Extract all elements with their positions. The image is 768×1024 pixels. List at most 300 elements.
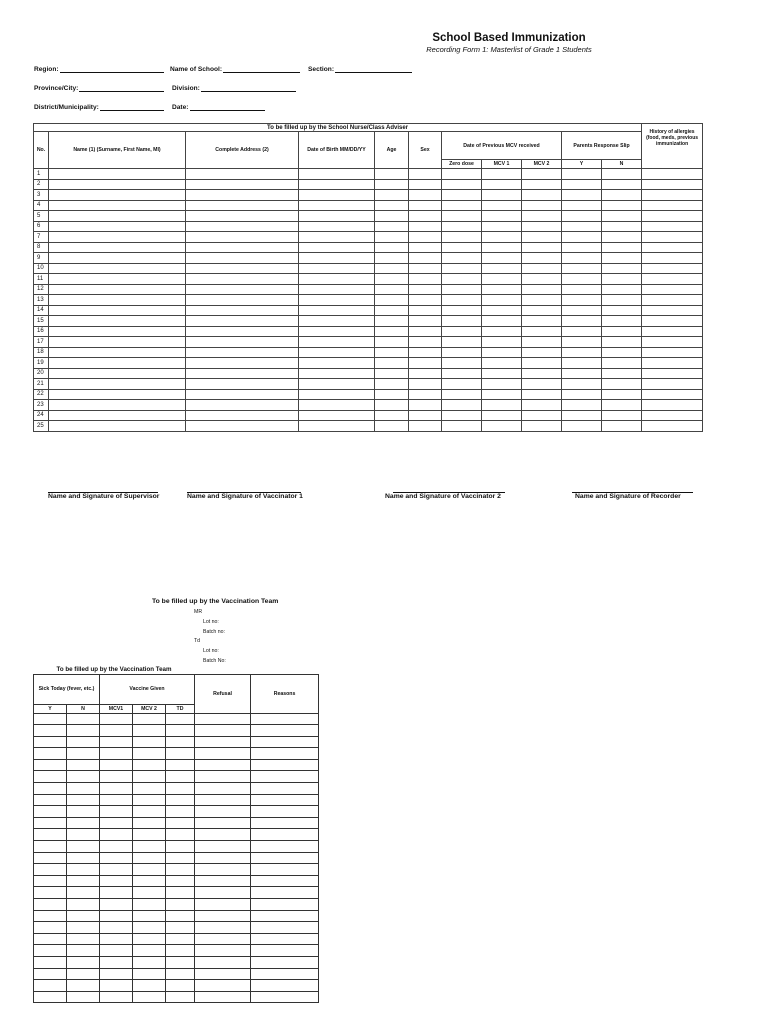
entry-cell[interactable]: [67, 736, 100, 748]
entry-cell[interactable]: [67, 771, 100, 783]
entry-cell[interactable]: [562, 253, 602, 264]
entry-cell[interactable]: [34, 956, 67, 968]
entry-cell[interactable]: [602, 337, 642, 348]
entry-cell[interactable]: [522, 221, 562, 232]
entry-cell[interactable]: [195, 771, 251, 783]
entry-cell[interactable]: [642, 337, 703, 348]
entry-cell[interactable]: [522, 253, 562, 264]
entry-cell[interactable]: [67, 783, 100, 795]
entry-cell[interactable]: [49, 326, 186, 337]
vaccinator2-signature[interactable]: [385, 493, 501, 500]
entry-cell[interactable]: [186, 242, 299, 253]
entry-cell[interactable]: [251, 933, 319, 945]
entry-cell[interactable]: [375, 253, 409, 264]
entry-cell[interactable]: [133, 910, 166, 922]
entry-cell[interactable]: [442, 410, 482, 421]
entry-cell[interactable]: [195, 899, 251, 911]
entry-cell[interactable]: [166, 933, 195, 945]
entry-cell[interactable]: [67, 956, 100, 968]
entry-cell[interactable]: [195, 968, 251, 980]
entry-cell[interactable]: [186, 305, 299, 316]
entry-cell[interactable]: [186, 316, 299, 327]
entry-cell[interactable]: [34, 980, 67, 992]
entry-cell[interactable]: [562, 190, 602, 201]
entry-cell[interactable]: [482, 232, 522, 243]
entry-cell[interactable]: [442, 211, 482, 222]
entry-cell[interactable]: [34, 771, 67, 783]
entry-cell[interactable]: [375, 295, 409, 306]
entry-cell[interactable]: [100, 713, 133, 725]
entry-cell[interactable]: [186, 421, 299, 432]
entry-cell[interactable]: [602, 232, 642, 243]
entry-cell[interactable]: [195, 945, 251, 957]
entry-cell[interactable]: [100, 899, 133, 911]
entry-cell[interactable]: [442, 232, 482, 243]
entry-cell[interactable]: [186, 179, 299, 190]
entry-cell[interactable]: [375, 211, 409, 222]
entry-cell[interactable]: [67, 887, 100, 899]
entry-cell[interactable]: [251, 771, 319, 783]
entry-cell[interactable]: [100, 910, 133, 922]
entry-cell[interactable]: [186, 284, 299, 295]
entry-cell[interactable]: [409, 400, 442, 411]
entry-cell[interactable]: [299, 221, 375, 232]
entry-cell[interactable]: [34, 713, 67, 725]
entry-cell[interactable]: [67, 980, 100, 992]
entry-cell[interactable]: [251, 806, 319, 818]
entry-cell[interactable]: [251, 968, 319, 980]
entry-cell[interactable]: [522, 410, 562, 421]
entry-cell[interactable]: [375, 326, 409, 337]
entry-cell[interactable]: [195, 725, 251, 737]
entry-cell[interactable]: [562, 368, 602, 379]
entry-cell[interactable]: [482, 326, 522, 337]
entry-cell[interactable]: [34, 887, 67, 899]
entry-cell[interactable]: [166, 852, 195, 864]
entry-cell[interactable]: [642, 305, 703, 316]
entry-cell[interactable]: [67, 910, 100, 922]
entry-cell[interactable]: [522, 200, 562, 211]
region-field[interactable]: [34, 65, 164, 73]
entry-cell[interactable]: [642, 253, 703, 264]
entry-cell[interactable]: [166, 875, 195, 887]
entry-cell[interactable]: [195, 910, 251, 922]
entry-cell[interactable]: [482, 169, 522, 180]
entry-cell[interactable]: [251, 736, 319, 748]
entry-cell[interactable]: [409, 316, 442, 327]
entry-cell[interactable]: [642, 263, 703, 274]
entry-cell[interactable]: [375, 410, 409, 421]
entry-cell[interactable]: [251, 713, 319, 725]
entry-cell[interactable]: [442, 347, 482, 358]
entry-cell[interactable]: [482, 253, 522, 264]
entry-cell[interactable]: [166, 980, 195, 992]
entry-cell[interactable]: [375, 347, 409, 358]
entry-cell[interactable]: [602, 211, 642, 222]
entry-cell[interactable]: [482, 200, 522, 211]
entry-cell[interactable]: [602, 389, 642, 400]
entry-cell[interactable]: [299, 179, 375, 190]
entry-cell[interactable]: [482, 263, 522, 274]
entry-cell[interactable]: [299, 284, 375, 295]
district-field[interactable]: [34, 103, 164, 111]
entry-cell[interactable]: [100, 875, 133, 887]
entry-cell[interactable]: [49, 421, 186, 432]
entry-cell[interactable]: [482, 347, 522, 358]
entry-cell[interactable]: [166, 713, 195, 725]
entry-cell[interactable]: [482, 368, 522, 379]
entry-cell[interactable]: [34, 933, 67, 945]
entry-cell[interactable]: [642, 358, 703, 369]
entry-cell[interactable]: [251, 910, 319, 922]
entry-cell[interactable]: [166, 817, 195, 829]
entry-cell[interactable]: [442, 337, 482, 348]
entry-cell[interactable]: [602, 253, 642, 264]
entry-cell[interactable]: [49, 274, 186, 285]
entry-cell[interactable]: [299, 274, 375, 285]
entry-cell[interactable]: [34, 759, 67, 771]
entry-cell[interactable]: [482, 358, 522, 369]
entry-cell[interactable]: [299, 379, 375, 390]
entry-cell[interactable]: [409, 242, 442, 253]
entry-cell[interactable]: [602, 305, 642, 316]
entry-cell[interactable]: [482, 274, 522, 285]
entry-cell[interactable]: [562, 305, 602, 316]
entry-cell[interactable]: [482, 221, 522, 232]
entry-cell[interactable]: [299, 211, 375, 222]
entry-cell[interactable]: [186, 190, 299, 201]
entry-cell[interactable]: [409, 190, 442, 201]
section-field[interactable]: [308, 65, 412, 73]
entry-cell[interactable]: [49, 295, 186, 306]
entry-cell[interactable]: [375, 389, 409, 400]
entry-cell[interactable]: [186, 295, 299, 306]
entry-cell[interactable]: [442, 326, 482, 337]
entry-cell[interactable]: [166, 748, 195, 760]
entry-cell[interactable]: [166, 922, 195, 934]
entry-cell[interactable]: [299, 358, 375, 369]
entry-cell[interactable]: [375, 305, 409, 316]
entry-cell[interactable]: [34, 968, 67, 980]
entry-cell[interactable]: [522, 274, 562, 285]
entry-cell[interactable]: [49, 232, 186, 243]
entry-cell[interactable]: [442, 263, 482, 274]
entry-cell[interactable]: [133, 887, 166, 899]
entry-cell[interactable]: [49, 347, 186, 358]
entry-cell[interactable]: [602, 242, 642, 253]
entry-cell[interactable]: [522, 263, 562, 274]
entry-cell[interactable]: [186, 221, 299, 232]
entry-cell[interactable]: [166, 887, 195, 899]
entry-cell[interactable]: [195, 852, 251, 864]
entry-cell[interactable]: [602, 274, 642, 285]
entry-cell[interactable]: [67, 852, 100, 864]
entry-cell[interactable]: [299, 347, 375, 358]
supervisor-signature[interactable]: [48, 493, 159, 500]
entry-cell[interactable]: [100, 968, 133, 980]
entry-cell[interactable]: [562, 389, 602, 400]
entry-cell[interactable]: [186, 200, 299, 211]
entry-cell[interactable]: [642, 242, 703, 253]
entry-cell[interactable]: [251, 759, 319, 771]
entry-cell[interactable]: [49, 242, 186, 253]
entry-cell[interactable]: [166, 991, 195, 1003]
entry-cell[interactable]: [166, 794, 195, 806]
entry-cell[interactable]: [49, 389, 186, 400]
entry-cell[interactable]: [522, 379, 562, 390]
entry-cell[interactable]: [100, 887, 133, 899]
entry-cell[interactable]: [642, 179, 703, 190]
entry-cell[interactable]: [49, 400, 186, 411]
entry-cell[interactable]: [49, 253, 186, 264]
entry-cell[interactable]: [34, 899, 67, 911]
entry-cell[interactable]: [442, 221, 482, 232]
entry-cell[interactable]: [100, 864, 133, 876]
entry-cell[interactable]: [562, 169, 602, 180]
entry-cell[interactable]: [195, 736, 251, 748]
entry-cell[interactable]: [442, 200, 482, 211]
entry-cell[interactable]: [251, 991, 319, 1003]
entry-cell[interactable]: [195, 713, 251, 725]
entry-cell[interactable]: [375, 337, 409, 348]
entry-cell[interactable]: [133, 736, 166, 748]
entry-cell[interactable]: [100, 817, 133, 829]
entry-cell[interactable]: [602, 347, 642, 358]
entry-cell[interactable]: [375, 358, 409, 369]
entry-cell[interactable]: [409, 232, 442, 243]
entry-cell[interactable]: [409, 284, 442, 295]
entry-cell[interactable]: [67, 841, 100, 853]
entry-cell[interactable]: [251, 725, 319, 737]
entry-cell[interactable]: [562, 200, 602, 211]
entry-cell[interactable]: [522, 326, 562, 337]
entry-cell[interactable]: [34, 736, 67, 748]
entry-cell[interactable]: [195, 933, 251, 945]
entry-cell[interactable]: [375, 232, 409, 243]
entry-cell[interactable]: [562, 337, 602, 348]
entry-cell[interactable]: [299, 295, 375, 306]
entry-cell[interactable]: [166, 736, 195, 748]
entry-cell[interactable]: [375, 242, 409, 253]
entry-cell[interactable]: [409, 295, 442, 306]
entry-cell[interactable]: [602, 179, 642, 190]
entry-cell[interactable]: [195, 875, 251, 887]
entry-cell[interactable]: [562, 221, 602, 232]
entry-cell[interactable]: [409, 211, 442, 222]
entry-cell[interactable]: [299, 200, 375, 211]
entry-cell[interactable]: [562, 316, 602, 327]
entry-cell[interactable]: [166, 968, 195, 980]
entry-cell[interactable]: [195, 794, 251, 806]
entry-cell[interactable]: [299, 232, 375, 243]
entry-cell[interactable]: [67, 968, 100, 980]
entry-cell[interactable]: [34, 841, 67, 853]
entry-cell[interactable]: [100, 725, 133, 737]
entry-cell[interactable]: [602, 326, 642, 337]
entry-cell[interactable]: [482, 389, 522, 400]
entry-cell[interactable]: [133, 841, 166, 853]
date-field[interactable]: [172, 103, 265, 111]
entry-cell[interactable]: [251, 945, 319, 957]
entry-cell[interactable]: [299, 326, 375, 337]
entry-cell[interactable]: [562, 421, 602, 432]
entry-cell[interactable]: [133, 806, 166, 818]
entry-cell[interactable]: [602, 400, 642, 411]
entry-cell[interactable]: [100, 980, 133, 992]
entry-cell[interactable]: [409, 389, 442, 400]
entry-cell[interactable]: [251, 783, 319, 795]
entry-cell[interactable]: [375, 400, 409, 411]
entry-cell[interactable]: [67, 817, 100, 829]
entry-cell[interactable]: [133, 725, 166, 737]
entry-cell[interactable]: [642, 389, 703, 400]
entry-cell[interactable]: [186, 347, 299, 358]
entry-cell[interactable]: [195, 841, 251, 853]
entry-cell[interactable]: [375, 190, 409, 201]
entry-cell[interactable]: [442, 169, 482, 180]
entry-cell[interactable]: [299, 389, 375, 400]
entry-cell[interactable]: [100, 933, 133, 945]
entry-cell[interactable]: [34, 817, 67, 829]
entry-cell[interactable]: [375, 263, 409, 274]
entry-cell[interactable]: [375, 179, 409, 190]
entry-cell[interactable]: [251, 841, 319, 853]
entry-cell[interactable]: [67, 759, 100, 771]
entry-cell[interactable]: [133, 817, 166, 829]
entry-cell[interactable]: [299, 410, 375, 421]
entry-cell[interactable]: [642, 169, 703, 180]
entry-cell[interactable]: [251, 980, 319, 992]
entry-cell[interactable]: [409, 305, 442, 316]
entry-cell[interactable]: [409, 200, 442, 211]
entry-cell[interactable]: [642, 190, 703, 201]
entry-cell[interactable]: [100, 748, 133, 760]
entry-cell[interactable]: [133, 748, 166, 760]
entry-cell[interactable]: [186, 400, 299, 411]
entry-cell[interactable]: [251, 748, 319, 760]
entry-cell[interactable]: [482, 305, 522, 316]
entry-cell[interactable]: [166, 841, 195, 853]
entry-cell[interactable]: [482, 410, 522, 421]
entry-cell[interactable]: [100, 922, 133, 934]
entry-cell[interactable]: [186, 389, 299, 400]
entry-cell[interactable]: [166, 783, 195, 795]
entry-cell[interactable]: [442, 179, 482, 190]
entry-cell[interactable]: [133, 864, 166, 876]
entry-cell[interactable]: [642, 379, 703, 390]
entry-cell[interactable]: [195, 829, 251, 841]
entry-cell[interactable]: [642, 274, 703, 285]
entry-cell[interactable]: [67, 806, 100, 818]
entry-cell[interactable]: [133, 875, 166, 887]
entry-cell[interactable]: [409, 179, 442, 190]
entry-cell[interactable]: [482, 337, 522, 348]
entry-cell[interactable]: [299, 337, 375, 348]
entry-cell[interactable]: [299, 400, 375, 411]
entry-cell[interactable]: [195, 991, 251, 1003]
entry-cell[interactable]: [133, 968, 166, 980]
entry-cell[interactable]: [186, 169, 299, 180]
entry-cell[interactable]: [642, 295, 703, 306]
entry-cell[interactable]: [100, 759, 133, 771]
entry-cell[interactable]: [251, 794, 319, 806]
entry-cell[interactable]: [251, 829, 319, 841]
entry-cell[interactable]: [602, 200, 642, 211]
entry-cell[interactable]: [602, 295, 642, 306]
entry-cell[interactable]: [195, 748, 251, 760]
entry-cell[interactable]: [67, 875, 100, 887]
entry-cell[interactable]: [67, 748, 100, 760]
entry-cell[interactable]: [482, 179, 522, 190]
entry-cell[interactable]: [100, 771, 133, 783]
entry-cell[interactable]: [186, 379, 299, 390]
entry-cell[interactable]: [522, 190, 562, 201]
entry-cell[interactable]: [251, 852, 319, 864]
entry-cell[interactable]: [133, 829, 166, 841]
entry-cell[interactable]: [100, 945, 133, 957]
entry-cell[interactable]: [34, 829, 67, 841]
entry-cell[interactable]: [522, 211, 562, 222]
entry-cell[interactable]: [100, 806, 133, 818]
entry-cell[interactable]: [642, 326, 703, 337]
entry-cell[interactable]: [251, 875, 319, 887]
entry-cell[interactable]: [642, 400, 703, 411]
entry-cell[interactable]: [34, 991, 67, 1003]
entry-cell[interactable]: [642, 316, 703, 327]
entry-cell[interactable]: [186, 263, 299, 274]
entry-cell[interactable]: [299, 368, 375, 379]
entry-cell[interactable]: [642, 347, 703, 358]
entry-cell[interactable]: [133, 933, 166, 945]
entry-cell[interactable]: [442, 295, 482, 306]
entry-cell[interactable]: [562, 400, 602, 411]
recorder-signature[interactable]: [575, 493, 681, 500]
entry-cell[interactable]: [133, 980, 166, 992]
entry-cell[interactable]: [195, 864, 251, 876]
entry-cell[interactable]: [602, 358, 642, 369]
entry-cell[interactable]: [34, 725, 67, 737]
entry-cell[interactable]: [299, 253, 375, 264]
entry-cell[interactable]: [562, 242, 602, 253]
entry-cell[interactable]: [522, 179, 562, 190]
entry-cell[interactable]: [133, 771, 166, 783]
entry-cell[interactable]: [67, 933, 100, 945]
entry-cell[interactable]: [375, 284, 409, 295]
entry-cell[interactable]: [67, 945, 100, 957]
entry-cell[interactable]: [442, 389, 482, 400]
entry-cell[interactable]: [602, 169, 642, 180]
entry-cell[interactable]: [562, 211, 602, 222]
entry-cell[interactable]: [442, 400, 482, 411]
entry-cell[interactable]: [442, 421, 482, 432]
entry-cell[interactable]: [409, 263, 442, 274]
entry-cell[interactable]: [49, 211, 186, 222]
entry-cell[interactable]: [642, 421, 703, 432]
entry-cell[interactable]: [562, 379, 602, 390]
entry-cell[interactable]: [34, 806, 67, 818]
entry-cell[interactable]: [642, 284, 703, 295]
entry-cell[interactable]: [482, 190, 522, 201]
entry-cell[interactable]: [186, 337, 299, 348]
entry-cell[interactable]: [409, 421, 442, 432]
entry-cell[interactable]: [100, 841, 133, 853]
entry-cell[interactable]: [251, 956, 319, 968]
entry-cell[interactable]: [522, 284, 562, 295]
entry-cell[interactable]: [375, 169, 409, 180]
entry-cell[interactable]: [166, 725, 195, 737]
entry-cell[interactable]: [375, 379, 409, 390]
entry-cell[interactable]: [562, 410, 602, 421]
